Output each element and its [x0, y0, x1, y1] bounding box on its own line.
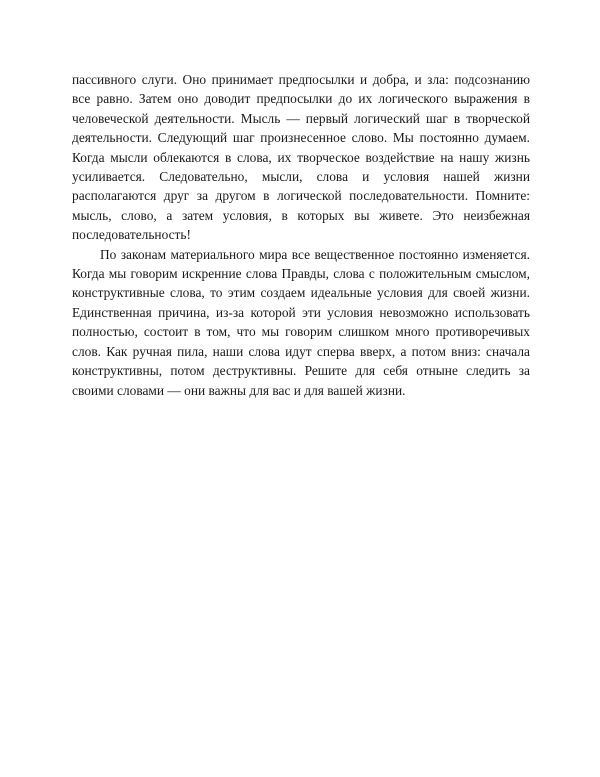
paragraph-continued: пассивного слуги. Оно принимает предпосылки и добра, и зла: подсознанию все равно. Затем оно доводит предпосылки до их логического выражения в человеческой деятельности. Мысль — первый логический шаг в творческой деятельности. Следующий шаг произнесенное слово. Мы постоянно думаем. Когда мысли облекаются в слова, их творческое воздействие на нашу жизнь усиливается. Следовательно, мысли, слова и условия нашей жизни располагаются друг за другом в логической последовательности. Помните: мысль, слово, а затем условия, в которых вы живете. Это неизбежная последовательность!: [72, 72, 530, 243]
body-text: [72, 70, 530, 400]
paragraph: По законам материального мира все вещественное постоянно изменяется. Когда мы говорим искренние слова Правды, слова с положительным смыслом, конструктивные слова, то этим создаем идеальные условия для своей жизни. Единственная причина, из-за которой эти условия невозможно использовать полностью, состоит в том, что мы говорим слишком много противоречивых слов. Как ручная пила, наши слова идут сперва вверх, а потом вниз: сначала конструктивны, потом деструктивны. Решите для себя отныне следить за своими словами — они важны для вас и для вашей жизни.: [72, 246, 530, 398]
